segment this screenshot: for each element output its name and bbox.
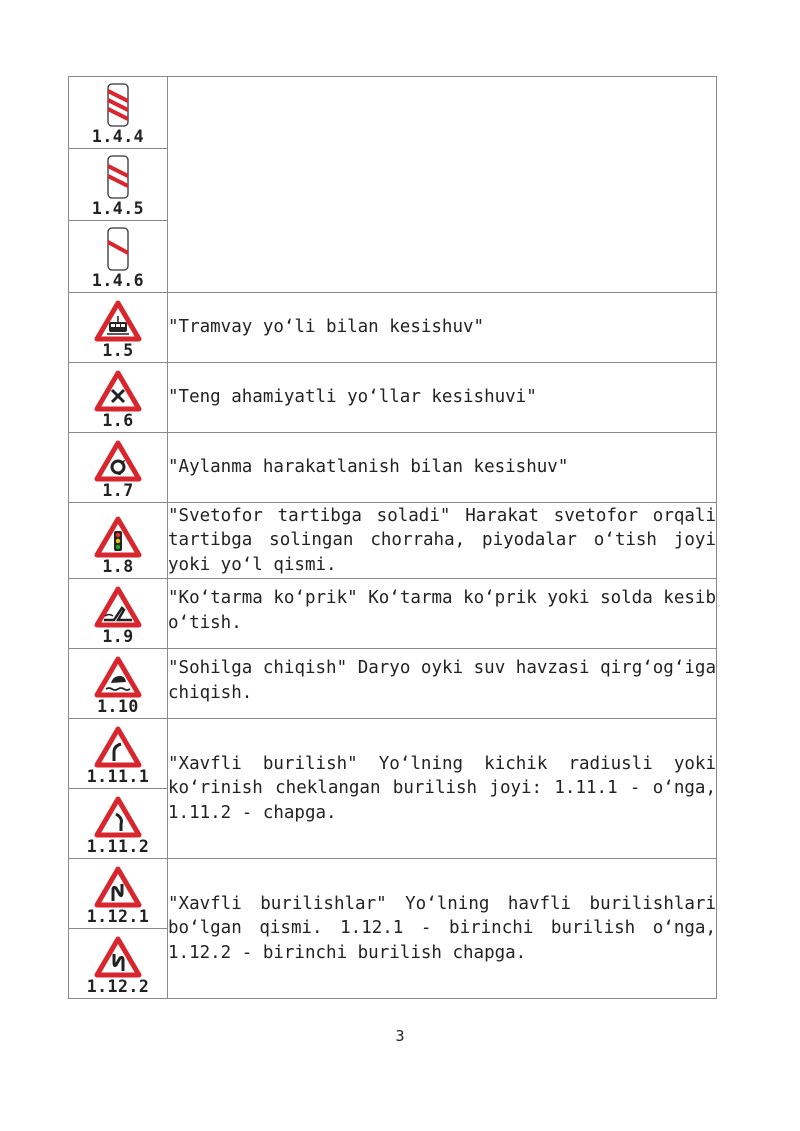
double-curve-right-icon: [94, 866, 142, 908]
sign-cell: [69, 719, 168, 789]
description-cell: "Ko‘tarma ko‘prik" Ko‘tarma ko‘prik yoki solda kesib o‘tish.: [168, 579, 717, 649]
signs-table: [68, 76, 717, 999]
description-cell: "Svetofor tartibga soladi" Harakat svetofor orqali tartibga solingan chorraha, piyodalar o‘tish joyi yoki yo‘l qismi.: [168, 503, 717, 579]
sign-cell: [69, 221, 168, 293]
sign-cell: [69, 363, 168, 433]
description-cell: "Teng ahamiyatli yo‘llar kesishuvi": [168, 363, 717, 433]
riverbank-icon: [94, 656, 142, 698]
table-row: [69, 77, 717, 149]
tram-crossing-icon: [94, 300, 142, 342]
curve-right-icon: [94, 726, 142, 768]
drawbridge-icon: [94, 586, 142, 628]
sign-cell: [69, 649, 168, 719]
sign-code: 1.9: [102, 627, 134, 646]
sign-code: 1.4.6: [91, 271, 145, 290]
page-number: 3: [395, 1027, 405, 1045]
description-cell: "Aylanma harakatlanish bilan kesishuv": [168, 433, 717, 503]
roundabout-icon: [94, 440, 142, 482]
description-cell: "Tramvay yo‘li bilan kesishuv": [168, 293, 717, 363]
sign-cell: [69, 503, 168, 579]
marker-1-stripe-icon: [106, 226, 130, 272]
table-row: [69, 859, 717, 929]
description-cell: "Xavfli burilishlar" Yo‘lning havfli burilishlari bo‘lgan qismi. 1.12.1 - birinchi burilish o‘nga, 1.12.2 - birinchi burilish chapga.: [168, 859, 717, 999]
table-row: [69, 433, 717, 503]
sign-cell: [69, 77, 168, 149]
description-cell: "Sohilga chiqish" Daryo oyki suv havzasi qirg‘og‘iga chiqish.: [168, 649, 717, 719]
sign-code: 1.4.5: [91, 199, 145, 218]
sign-code: 1.11.2: [86, 837, 150, 856]
curve-left-icon: [94, 796, 142, 838]
sign-code: 1.7: [102, 481, 134, 500]
sign-cell: [69, 789, 168, 859]
table-row: [69, 649, 717, 719]
sign-code: 1.11.1: [86, 767, 150, 786]
marker-3-stripes-icon: [106, 82, 130, 128]
sign-cell: [69, 149, 168, 221]
sign-code: 1.12.1: [86, 907, 150, 926]
sign-code: 1.4.4: [91, 127, 145, 146]
table-row: [69, 363, 717, 433]
sign-cell: [69, 293, 168, 363]
description-cell: "Xavfli burilish" Yo‘lning kichik radiusli yoki ko‘rinish cheklangan burilish joyi: 1.11.1 - o‘nga, 1.11.2 - chapga.: [168, 719, 717, 859]
sign-cell: [69, 859, 168, 929]
table-row: [69, 503, 717, 579]
sign-cell: [69, 929, 168, 999]
sign-code: 1.6: [102, 411, 134, 430]
table-row: [69, 293, 717, 363]
table-row: [69, 719, 717, 789]
sign-code: 1.5: [102, 341, 134, 360]
traffic-light-icon: [94, 516, 142, 558]
sign-cell: [69, 433, 168, 503]
sign-code: 1.10: [97, 697, 139, 716]
table-row: [69, 579, 717, 649]
double-curve-left-icon: [94, 936, 142, 978]
sign-code: 1.8: [102, 557, 134, 576]
equal-crossroads-icon: [94, 370, 142, 412]
description-cell-empty: [168, 77, 717, 293]
marker-2-stripes-icon: [106, 154, 130, 200]
sign-cell: [69, 579, 168, 649]
sign-code: 1.12.2: [86, 977, 150, 996]
